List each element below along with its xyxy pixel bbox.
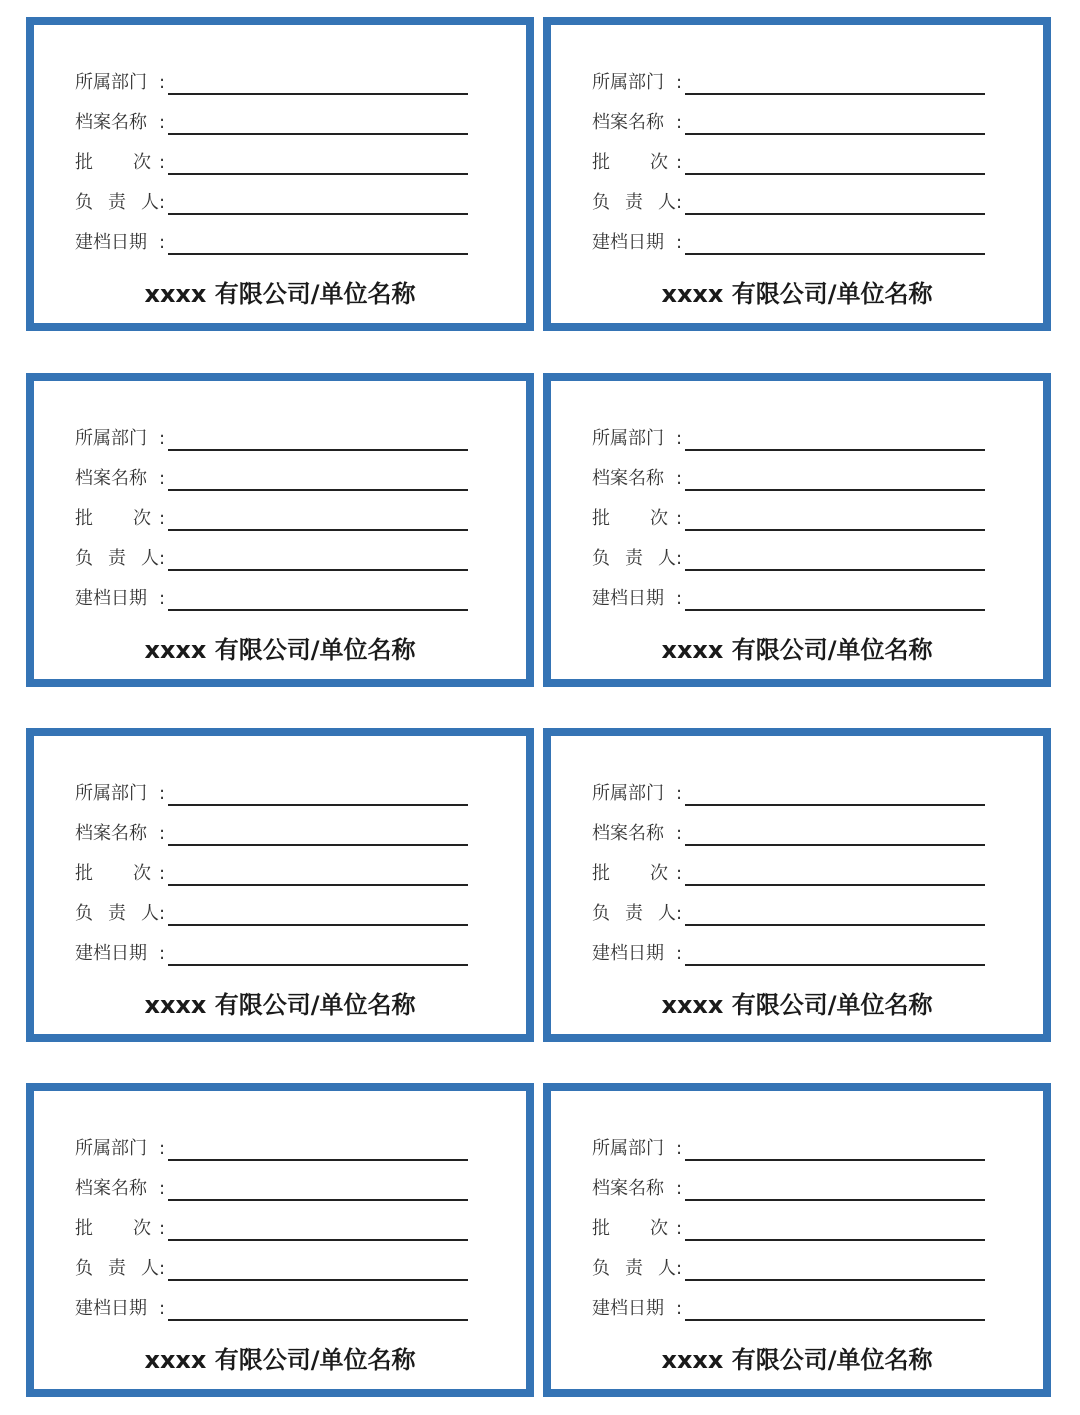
archive-name-blank-line[interactable]: [685, 844, 985, 846]
batch-field: [592, 505, 992, 535]
date-field: [75, 1295, 475, 1325]
owner-label-char: 人: [658, 903, 676, 924]
department-label: 所属部门: [592, 783, 664, 804]
owner-field: [75, 1255, 475, 1285]
department-field: [75, 780, 475, 810]
batch-label-char: 批: [75, 863, 93, 884]
colon: :: [676, 823, 683, 844]
archive-name-blank-line[interactable]: [685, 133, 985, 135]
batch-label: [75, 152, 151, 174]
batch-label-char: 批: [592, 508, 610, 529]
date-label: 建档日期: [75, 588, 147, 609]
archive-name-blank-line[interactable]: [685, 1199, 985, 1201]
colon: :: [159, 943, 166, 964]
batch-label: [592, 863, 668, 885]
archive-label-card: [26, 1083, 534, 1397]
owner-label-char: 人: [658, 1258, 676, 1279]
archive-label-card: [26, 728, 534, 1042]
owner-label-char: 人: [141, 548, 159, 569]
colon: :: [159, 1178, 166, 1199]
archive-label-card: [543, 1083, 1051, 1397]
colon: :: [676, 588, 683, 609]
colon: :: [676, 903, 683, 924]
colon: :: [676, 152, 683, 173]
owner-field: [75, 189, 475, 219]
batch-label-char: 批: [75, 508, 93, 529]
archive-name-field: [592, 1175, 992, 1205]
owner-label-char: 负: [592, 903, 610, 924]
batch-field: [75, 860, 475, 890]
department-field: [75, 425, 475, 455]
batch-label: [75, 508, 151, 530]
owner-label: [592, 192, 676, 214]
owner-field: [592, 900, 992, 930]
department-field: [592, 1135, 992, 1165]
owner-label-char: 人: [141, 192, 159, 213]
archive-name-blank-line[interactable]: [168, 489, 468, 491]
date-blank-line[interactable]: [168, 964, 468, 966]
colon: :: [676, 72, 683, 93]
owner-blank-line[interactable]: [685, 924, 985, 926]
batch-label-char: 批: [75, 152, 93, 173]
colon: :: [159, 863, 166, 884]
date-field: [592, 585, 992, 615]
department-field: [592, 69, 992, 99]
date-field: [592, 229, 992, 259]
department-field: [75, 1135, 475, 1165]
department-label: 所属部门: [75, 783, 147, 804]
batch-field: [592, 149, 992, 179]
owner-blank-line[interactable]: [685, 213, 985, 215]
date-label: 建档日期: [592, 1298, 664, 1319]
department-label: 所属部门: [75, 72, 147, 93]
date-label: 建档日期: [75, 232, 147, 253]
owner-label-char: 负: [592, 192, 610, 213]
archive-name-field: [75, 465, 475, 495]
archive-name-label: 档案名称: [592, 468, 664, 489]
archive-name-blank-line[interactable]: [168, 1199, 468, 1201]
archive-name-field: [592, 465, 992, 495]
owner-label: [592, 548, 676, 570]
owner-label: [75, 903, 159, 925]
colon: :: [676, 428, 683, 449]
archive-name-label: 档案名称: [75, 823, 147, 844]
company-name: xxxx 有限公司/单位名称: [144, 1346, 416, 1374]
colon: :: [159, 588, 166, 609]
colon: :: [159, 72, 166, 93]
batch-blank-line[interactable]: [685, 529, 985, 531]
colon: :: [676, 508, 683, 529]
department-field: [592, 425, 992, 455]
owner-label-char: 责: [625, 548, 643, 569]
batch-field: [592, 1215, 992, 1245]
colon: :: [159, 1218, 166, 1239]
department-label: 所属部门: [75, 428, 147, 449]
date-field: [75, 585, 475, 615]
batch-label: [592, 152, 668, 174]
department-field: [592, 780, 992, 810]
colon: :: [159, 1298, 166, 1319]
colon: :: [159, 232, 166, 253]
owner-blank-line[interactable]: [168, 213, 468, 215]
batch-label: [75, 1218, 151, 1240]
owner-blank-line[interactable]: [168, 924, 468, 926]
archive-name-field: [592, 109, 992, 139]
colon: :: [676, 232, 683, 253]
date-label: 建档日期: [592, 943, 664, 964]
owner-label-char: 负: [75, 192, 93, 213]
batch-label-char: 次: [650, 863, 668, 884]
archive-name-blank-line[interactable]: [168, 844, 468, 846]
colon: :: [676, 548, 683, 569]
department-blank-line[interactable]: [685, 804, 985, 806]
colon: :: [159, 152, 166, 173]
date-label: 建档日期: [592, 232, 664, 253]
owner-label-char: 责: [108, 548, 126, 569]
department-field: [75, 69, 475, 99]
colon: :: [159, 112, 166, 133]
department-label: 所属部门: [592, 1138, 664, 1159]
archive-name-label: 档案名称: [75, 1178, 147, 1199]
department-blank-line[interactable]: [168, 93, 468, 95]
archive-name-blank-line[interactable]: [168, 133, 468, 135]
archive-name-label: 档案名称: [75, 112, 147, 133]
owner-blank-line[interactable]: [685, 569, 985, 571]
batch-label-char: 批: [592, 1218, 610, 1239]
colon: :: [676, 943, 683, 964]
colon: :: [676, 783, 683, 804]
date-blank-line[interactable]: [168, 253, 468, 255]
owner-label-char: 责: [625, 192, 643, 213]
company-name: xxxx 有限公司/单位名称: [144, 280, 416, 308]
batch-field: [75, 149, 475, 179]
archive-label-card: [543, 17, 1051, 331]
date-label: 建档日期: [592, 588, 664, 609]
archive-name-field: [75, 109, 475, 139]
owner-label-char: 负: [75, 1258, 93, 1279]
colon: :: [159, 903, 166, 924]
batch-label-char: 次: [650, 508, 668, 529]
colon: :: [676, 1218, 683, 1239]
department-blank-line[interactable]: [168, 449, 468, 451]
batch-blank-line[interactable]: [168, 173, 468, 175]
colon: :: [159, 1138, 166, 1159]
owner-label: [75, 1258, 159, 1280]
archive-name-field: [75, 820, 475, 850]
colon: :: [676, 112, 683, 133]
owner-label: [592, 1258, 676, 1280]
owner-label: [75, 548, 159, 570]
colon: :: [159, 548, 166, 569]
colon: :: [159, 823, 166, 844]
owner-field: [592, 189, 992, 219]
owner-label-char: 人: [658, 192, 676, 213]
owner-blank-line[interactable]: [168, 569, 468, 571]
batch-label-char: 次: [133, 508, 151, 529]
batch-label-char: 次: [650, 1218, 668, 1239]
colon: :: [159, 468, 166, 489]
company-name: xxxx 有限公司/单位名称: [661, 991, 933, 1019]
owner-label-char: 责: [625, 903, 643, 924]
date-field: [75, 940, 475, 970]
company-name: xxxx 有限公司/单位名称: [144, 991, 416, 1019]
owner-field: [75, 545, 475, 575]
owner-label-char: 负: [592, 1258, 610, 1279]
batch-label-char: 批: [592, 152, 610, 173]
archive-name-label: 档案名称: [592, 823, 664, 844]
department-label: 所属部门: [75, 1138, 147, 1159]
batch-blank-line[interactable]: [168, 1239, 468, 1241]
archive-label-card: [26, 373, 534, 687]
colon: :: [159, 192, 166, 213]
colon: :: [676, 1298, 683, 1319]
owner-label-char: 责: [108, 192, 126, 213]
archive-label-card: [26, 17, 534, 331]
batch-label: [592, 1218, 668, 1240]
archive-label-card: [543, 373, 1051, 687]
colon: :: [159, 428, 166, 449]
batch-blank-line[interactable]: [168, 529, 468, 531]
owner-label-char: 人: [141, 1258, 159, 1279]
batch-field: [75, 505, 475, 535]
department-blank-line[interactable]: [685, 1159, 985, 1161]
batch-label-char: 次: [133, 152, 151, 173]
owner-label-char: 人: [658, 548, 676, 569]
batch-label-char: 次: [133, 863, 151, 884]
department-label: 所属部门: [592, 428, 664, 449]
owner-label-char: 负: [592, 548, 610, 569]
department-blank-line[interactable]: [168, 1159, 468, 1161]
department-blank-line[interactable]: [168, 804, 468, 806]
company-name: xxxx 有限公司/单位名称: [661, 636, 933, 664]
batch-blank-line[interactable]: [685, 1239, 985, 1241]
date-blank-line[interactable]: [685, 964, 985, 966]
department-label: 所属部门: [592, 72, 664, 93]
owner-label-char: 负: [75, 903, 93, 924]
owner-label: [592, 903, 676, 925]
colon: :: [159, 1258, 166, 1279]
date-blank-line[interactable]: [168, 609, 468, 611]
date-blank-line[interactable]: [685, 1319, 985, 1321]
batch-label: [592, 508, 668, 530]
department-blank-line[interactable]: [685, 93, 985, 95]
colon: :: [159, 508, 166, 529]
owner-field: [592, 1255, 992, 1285]
owner-label-char: 人: [141, 903, 159, 924]
owner-label-char: 负: [75, 548, 93, 569]
batch-label-char: 次: [133, 1218, 151, 1239]
archive-name-blank-line[interactable]: [685, 489, 985, 491]
date-blank-line[interactable]: [168, 1319, 468, 1321]
date-label: 建档日期: [75, 1298, 147, 1319]
archive-name-label: 档案名称: [592, 1178, 664, 1199]
company-name: xxxx 有限公司/单位名称: [661, 280, 933, 308]
archive-name-field: [75, 1175, 475, 1205]
owner-blank-line[interactable]: [168, 1279, 468, 1281]
owner-field: [75, 900, 475, 930]
colon: :: [159, 783, 166, 804]
date-field: [75, 229, 475, 259]
colon: :: [676, 1258, 683, 1279]
date-label: 建档日期: [75, 943, 147, 964]
colon: :: [676, 863, 683, 884]
batch-label: [75, 863, 151, 885]
department-blank-line[interactable]: [685, 449, 985, 451]
owner-field: [592, 545, 992, 575]
colon: :: [676, 192, 683, 213]
batch-blank-line[interactable]: [685, 884, 985, 886]
colon: :: [676, 1178, 683, 1199]
archive-name-label: 档案名称: [592, 112, 664, 133]
company-name: xxxx 有限公司/单位名称: [144, 636, 416, 664]
colon: :: [676, 468, 683, 489]
archive-name-label: 档案名称: [75, 468, 147, 489]
owner-label-char: 责: [625, 1258, 643, 1279]
owner-label-char: 责: [108, 903, 126, 924]
batch-blank-line[interactable]: [168, 884, 468, 886]
batch-field: [75, 1215, 475, 1245]
owner-blank-line[interactable]: [685, 1279, 985, 1281]
batch-field: [592, 860, 992, 890]
company-name: xxxx 有限公司/单位名称: [661, 1346, 933, 1374]
batch-label-char: 次: [650, 152, 668, 173]
batch-label-char: 批: [592, 863, 610, 884]
date-field: [592, 1295, 992, 1325]
batch-blank-line[interactable]: [685, 173, 985, 175]
date-field: [592, 940, 992, 970]
date-blank-line[interactable]: [685, 253, 985, 255]
date-blank-line[interactable]: [685, 609, 985, 611]
colon: :: [676, 1138, 683, 1159]
batch-label-char: 批: [75, 1218, 93, 1239]
owner-label: [75, 192, 159, 214]
archive-label-card: [543, 728, 1051, 1042]
archive-name-field: [592, 820, 992, 850]
owner-label-char: 责: [108, 1258, 126, 1279]
